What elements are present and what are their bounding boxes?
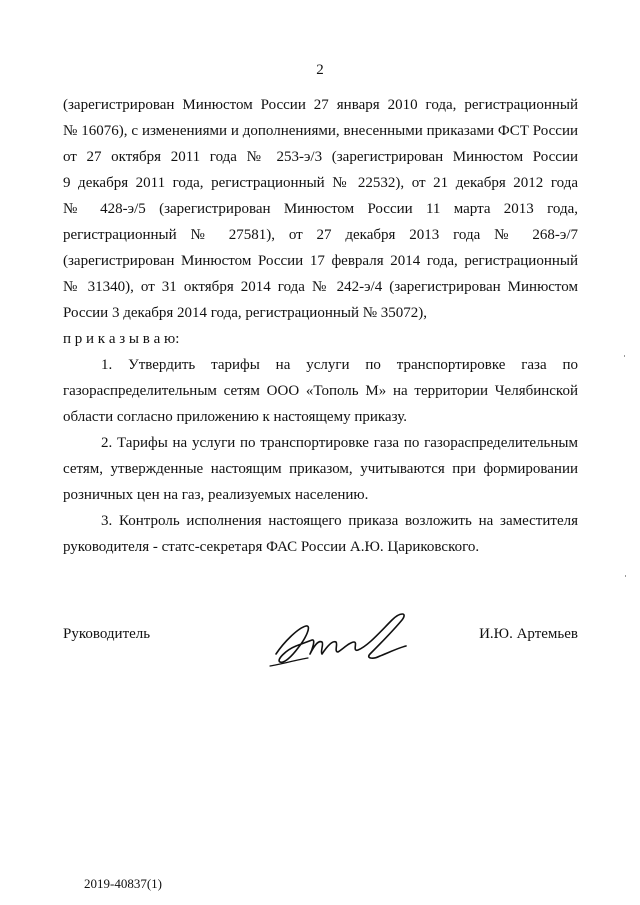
body-line: от 27 октября 2011 года № 253-э/3 (зарегистрирован Минюстом России [63,149,578,165]
body-line: № 16076), с изменениями и дополнениями, внесенными приказами ФСТ России [63,123,578,139]
body-line: (зарегистрирован Минюстом России 27 января 2010 года, регистрационный [63,97,578,113]
body-line: регистрационный № 27581), от 27 декабря 2013 года № 268-э/7 [63,227,578,243]
item-2-line: розничных цен на газ, реализуемых населению. [63,487,369,503]
item-1-line: газораспределительным сетям ООО «Тополь М» на территории Челябинской [63,383,578,399]
item-1-line: 1. Утвердить тарифы на услуги по транспортировке газа по [101,357,578,373]
scan-speck [624,355,625,357]
order-word: п р и к а з ы в а ю: [63,331,180,347]
body-line: № 428-э/5 (зарегистрирован Минюстом России 11 марта 2013 года, [63,201,578,217]
body-line: № 31340), от 31 октября 2014 года № 242-э/4 (зарегистрирован Минюстом [63,279,578,295]
item-2-line: сетям, утвержденные настоящим приказом, учитываются при формировании [63,461,578,477]
item-3-line: 3. Контроль исполнения настоящего приказа возложить на заместителя [101,513,578,529]
signatory-title: Руководитель [63,626,151,642]
item-2-line: 2. Тарифы на услуги по транспортировке газа по газораспределительным [101,435,578,451]
item-1-line: области согласно приложению к настоящему приказу. [63,409,407,425]
scan-speck [625,575,626,577]
body-line: России 3 декабря 2014 года, регистрационный № 35072), [63,305,428,321]
signatory-name: И.Ю. Артемьев [479,626,578,642]
document-body [63,92,578,560]
body-line: 9 декабря 2011 года, регистрационный № 22532), от 21 декабря 2012 года [63,175,578,191]
body-line: (зарегистрирован Минюстом России 17 февраля 2014 года, регистрационный [63,253,578,269]
document-registration-number: 2019-40837(1) [84,876,162,891]
item-3-line: руководителя - статс-секретаря ФАС России А.Ю. Цариковского. [63,539,480,555]
handwritten-signature [262,606,422,676]
page-number: 2 [316,62,324,78]
